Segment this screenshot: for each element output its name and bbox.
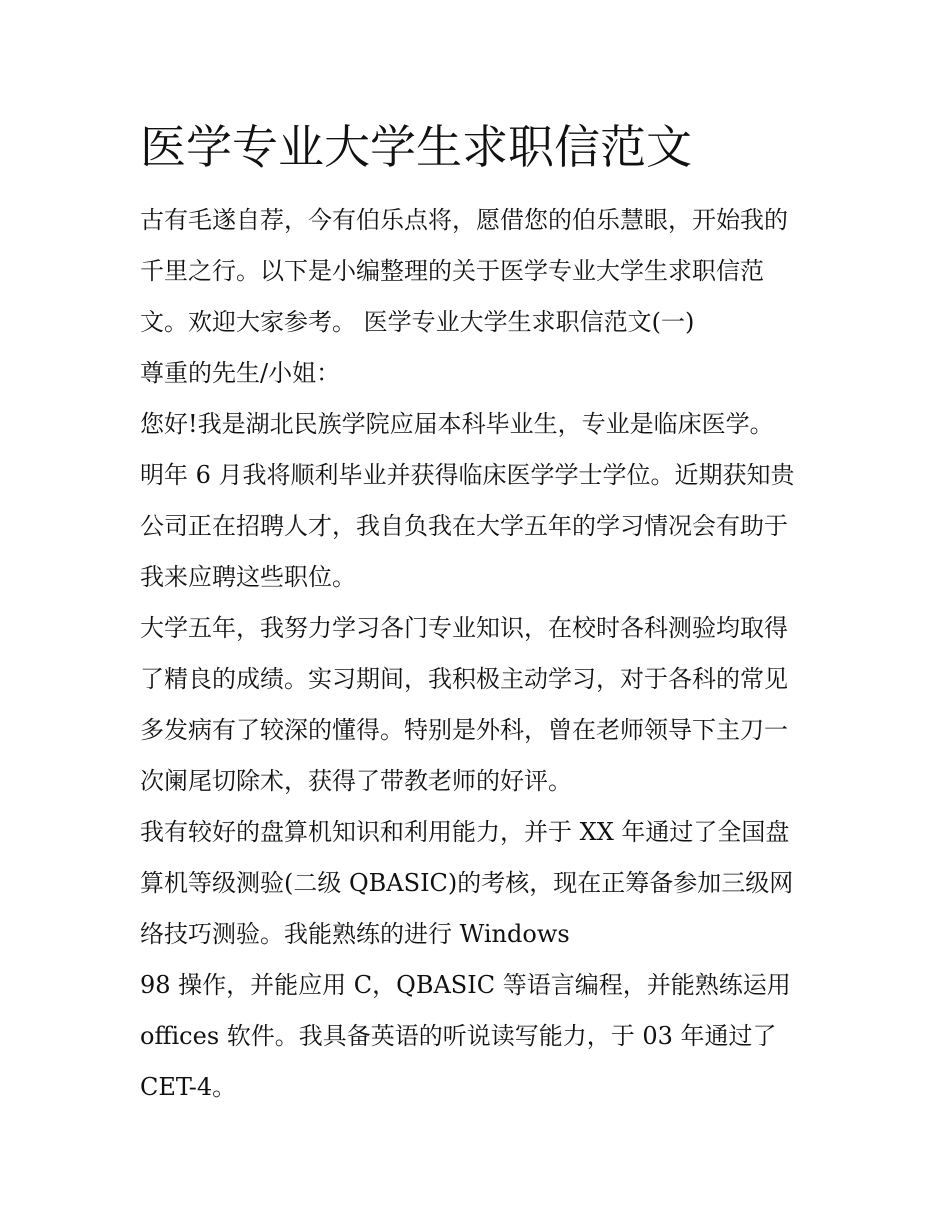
body-line-11: 多发病有了较深的懂得。特别是外科，曾在老师领导下主刀一: [140, 716, 788, 744]
body-line-4: 尊重的先生/小姐：: [140, 359, 341, 387]
body-line-1: 古有毛遂自荐，今有伯乐点将，愿借您的伯乐慧眼，开始我的: [140, 206, 788, 234]
body-line-9: 大学五年，我努力学习各门专业知识，在校时各科测验均取得: [140, 614, 788, 642]
body-line-3: 文。欢迎大家参考。 医学专业大学生求职信范文(一): [140, 308, 695, 336]
body-line-5: 您好!我是湖北民族学院应届本科毕业生，专业是临床医学。: [140, 410, 774, 438]
body-line-18: CET-4。: [140, 1073, 237, 1101]
body-line-2: 千里之行。以下是小编整理的关于医学专业大学生求职信范: [140, 257, 764, 285]
body-line-7: 公司正在招聘人才，我自负我在大学五年的学习情况会有助于: [140, 512, 788, 540]
body-line-12: 次阑尾切除术，获得了带教老师的好评。: [140, 767, 572, 795]
body-line-8: 我来应聘这些职位。: [140, 563, 356, 591]
body-line-13: 我有较好的盘算机知识和利用能力，并于 XX 年通过了全国盘: [140, 818, 790, 846]
body-line-6: 明年 6 月我将顺利毕业并获得临床医学学士学位。近期获知贵: [140, 461, 795, 489]
body-line-16: 98 操作，并能应用 C，QBASIC 等语言编程，并能熟练运用: [140, 971, 791, 999]
body-line-14: 算机等级测验(二级 QBASIC)的考核，现在正筹备参加三级网: [140, 869, 794, 897]
body-line-15: 络技巧测验。我能熟练的进行 Windows: [140, 920, 570, 948]
document-title: 医学专业大学生求职信范文: [140, 120, 692, 174]
body-line-17: offices 软件。我具备英语的听说读写能力，于 03 年通过了: [140, 1022, 777, 1050]
body-line-10: 了精良的成绩。实习期间，我积极主动学习，对于各科的常见: [140, 665, 788, 693]
